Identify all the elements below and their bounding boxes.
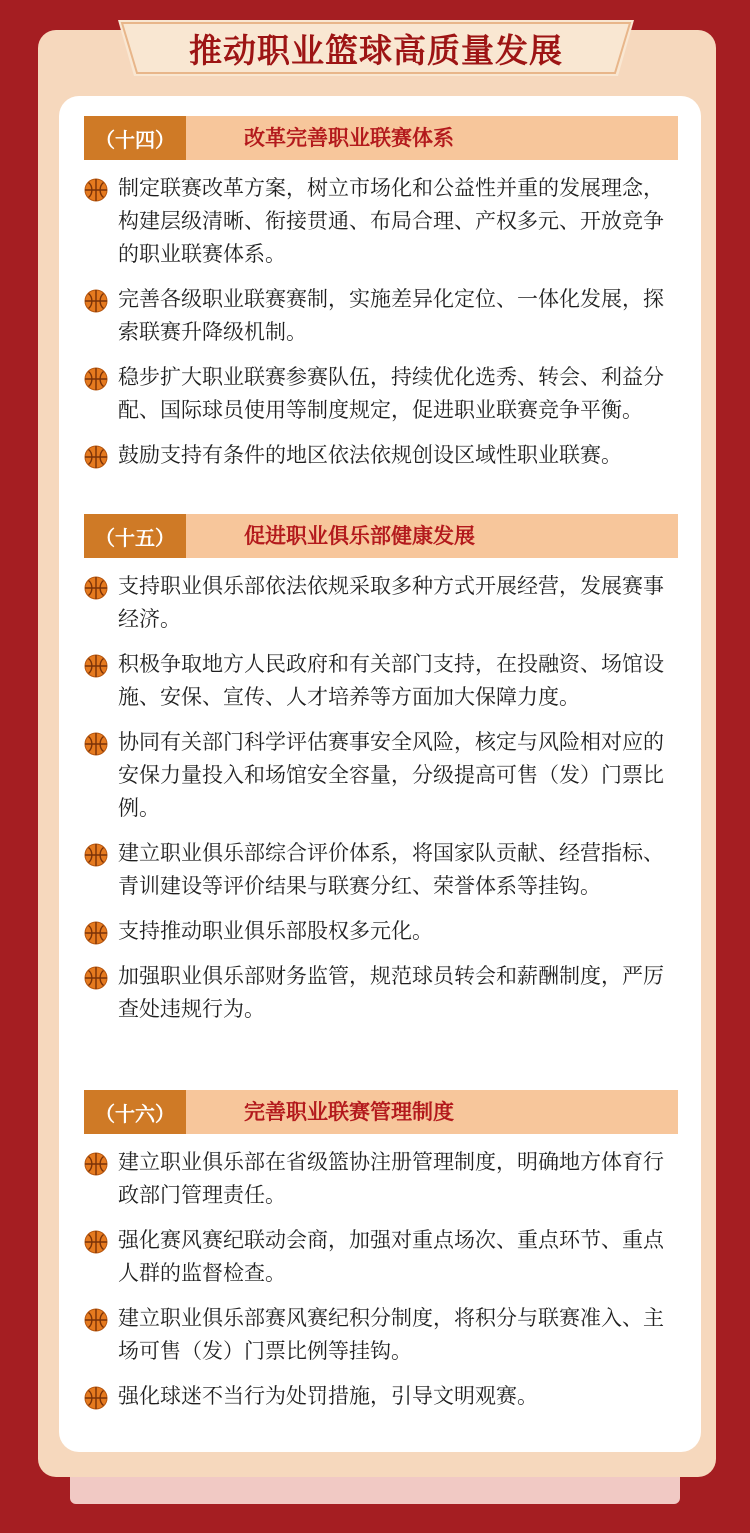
section-16 <box>84 1090 678 1413</box>
title-banner <box>118 20 634 76</box>
page-title: 推动职业篮球高质量发展 <box>189 30 563 70</box>
list-item <box>84 726 678 825</box>
item-text: 支持推动职业俱乐部股权多元化。 <box>118 919 433 943</box>
content-panel <box>59 96 701 1452</box>
basketball-icon <box>84 966 108 990</box>
list-item <box>84 837 678 903</box>
list-item <box>84 570 678 636</box>
basketball-icon <box>84 576 108 600</box>
section-number: （十四） <box>84 116 186 160</box>
list-item <box>84 283 678 349</box>
list-item <box>84 648 678 714</box>
item-text: 鼓励支持有条件的地区依法依规创设区域性职业联赛。 <box>118 443 622 467</box>
item-text: 积极争取地方人民政府和有关部门支持，在投融资、场馆设施、安保、宣传、人才培养等方面加大保障力度。 <box>118 652 664 709</box>
item-text: 完善各级职业联赛赛制，实施差异化定位、一体化发展，探索联赛升降级机制。 <box>118 287 664 344</box>
item-text: 建立职业俱乐部赛风赛纪积分制度，将积分与联赛准入、主场可售（发）门票比例等挂钩。 <box>118 1306 664 1363</box>
basketball-icon <box>84 843 108 867</box>
section-title: 促进职业俱乐部健康发展 <box>244 524 475 548</box>
list-item <box>84 439 678 472</box>
basketball-icon <box>84 445 108 469</box>
section-15 <box>84 514 678 1026</box>
section-header <box>84 514 678 558</box>
section-item-list <box>84 1146 678 1413</box>
basketball-icon <box>84 1152 108 1176</box>
item-text: 强化球迷不当行为处罚措施，引导文明观赛。 <box>118 1384 538 1408</box>
basketball-icon <box>84 367 108 391</box>
list-item <box>84 1380 678 1413</box>
basketball-icon <box>84 921 108 945</box>
basketball-icon <box>84 1230 108 1254</box>
list-item <box>84 960 678 1026</box>
list-item <box>84 1224 678 1290</box>
item-text: 建立职业俱乐部在省级篮协注册管理制度，明确地方体育行政部门管理责任。 <box>118 1150 664 1207</box>
basketball-icon <box>84 289 108 313</box>
basketball-icon <box>84 178 108 202</box>
section-item-list <box>84 172 678 472</box>
section-title: 完善职业联赛管理制度 <box>244 1100 454 1124</box>
list-item <box>84 1146 678 1212</box>
section-header <box>84 1090 678 1134</box>
item-text: 稳步扩大职业联赛参赛队伍，持续优化选秀、转会、利益分配、国际球员使用等制度规定，促进职业联赛竞争平衡。 <box>118 365 664 422</box>
item-text: 建立职业俱乐部综合评价体系，将国家队贡献、经营指标、青训建设等评价结果与联赛分红、荣誉体系等挂钩。 <box>118 841 664 898</box>
list-item <box>84 172 678 271</box>
item-text: 支持职业俱乐部依法依规采取多种方式开展经营，发展赛事经济。 <box>118 574 664 631</box>
section-header <box>84 116 678 160</box>
section-title: 改革完善职业联赛体系 <box>244 126 454 150</box>
item-text: 加强职业俱乐部财务监管，规范球员转会和薪酬制度，严厉查处违规行为。 <box>118 964 664 1021</box>
basketball-icon <box>84 1386 108 1410</box>
basketball-icon <box>84 654 108 678</box>
item-text: 协同有关部门科学评估赛事安全风险，核定与风险相对应的安保力量投入和场馆安全容量，分级提高可售（发）门票比例。 <box>118 730 664 820</box>
section-14 <box>84 116 678 472</box>
list-item <box>84 1302 678 1368</box>
section-item-list <box>84 570 678 1026</box>
basketball-icon <box>84 732 108 756</box>
list-item <box>84 915 678 948</box>
section-number: （十六） <box>84 1090 186 1134</box>
section-number: （十五） <box>84 514 186 558</box>
basketball-icon <box>84 1308 108 1332</box>
list-item <box>84 361 678 427</box>
item-text: 强化赛风赛纪联动会商，加强对重点场次、重点环节、重点人群的监督检查。 <box>118 1228 664 1285</box>
item-text: 制定联赛改革方案，树立市场化和公益性并重的发展理念，构建层级清晰、衔接贯通、布局合理、产权多元、开放竞争的职业联赛体系。 <box>118 176 664 266</box>
